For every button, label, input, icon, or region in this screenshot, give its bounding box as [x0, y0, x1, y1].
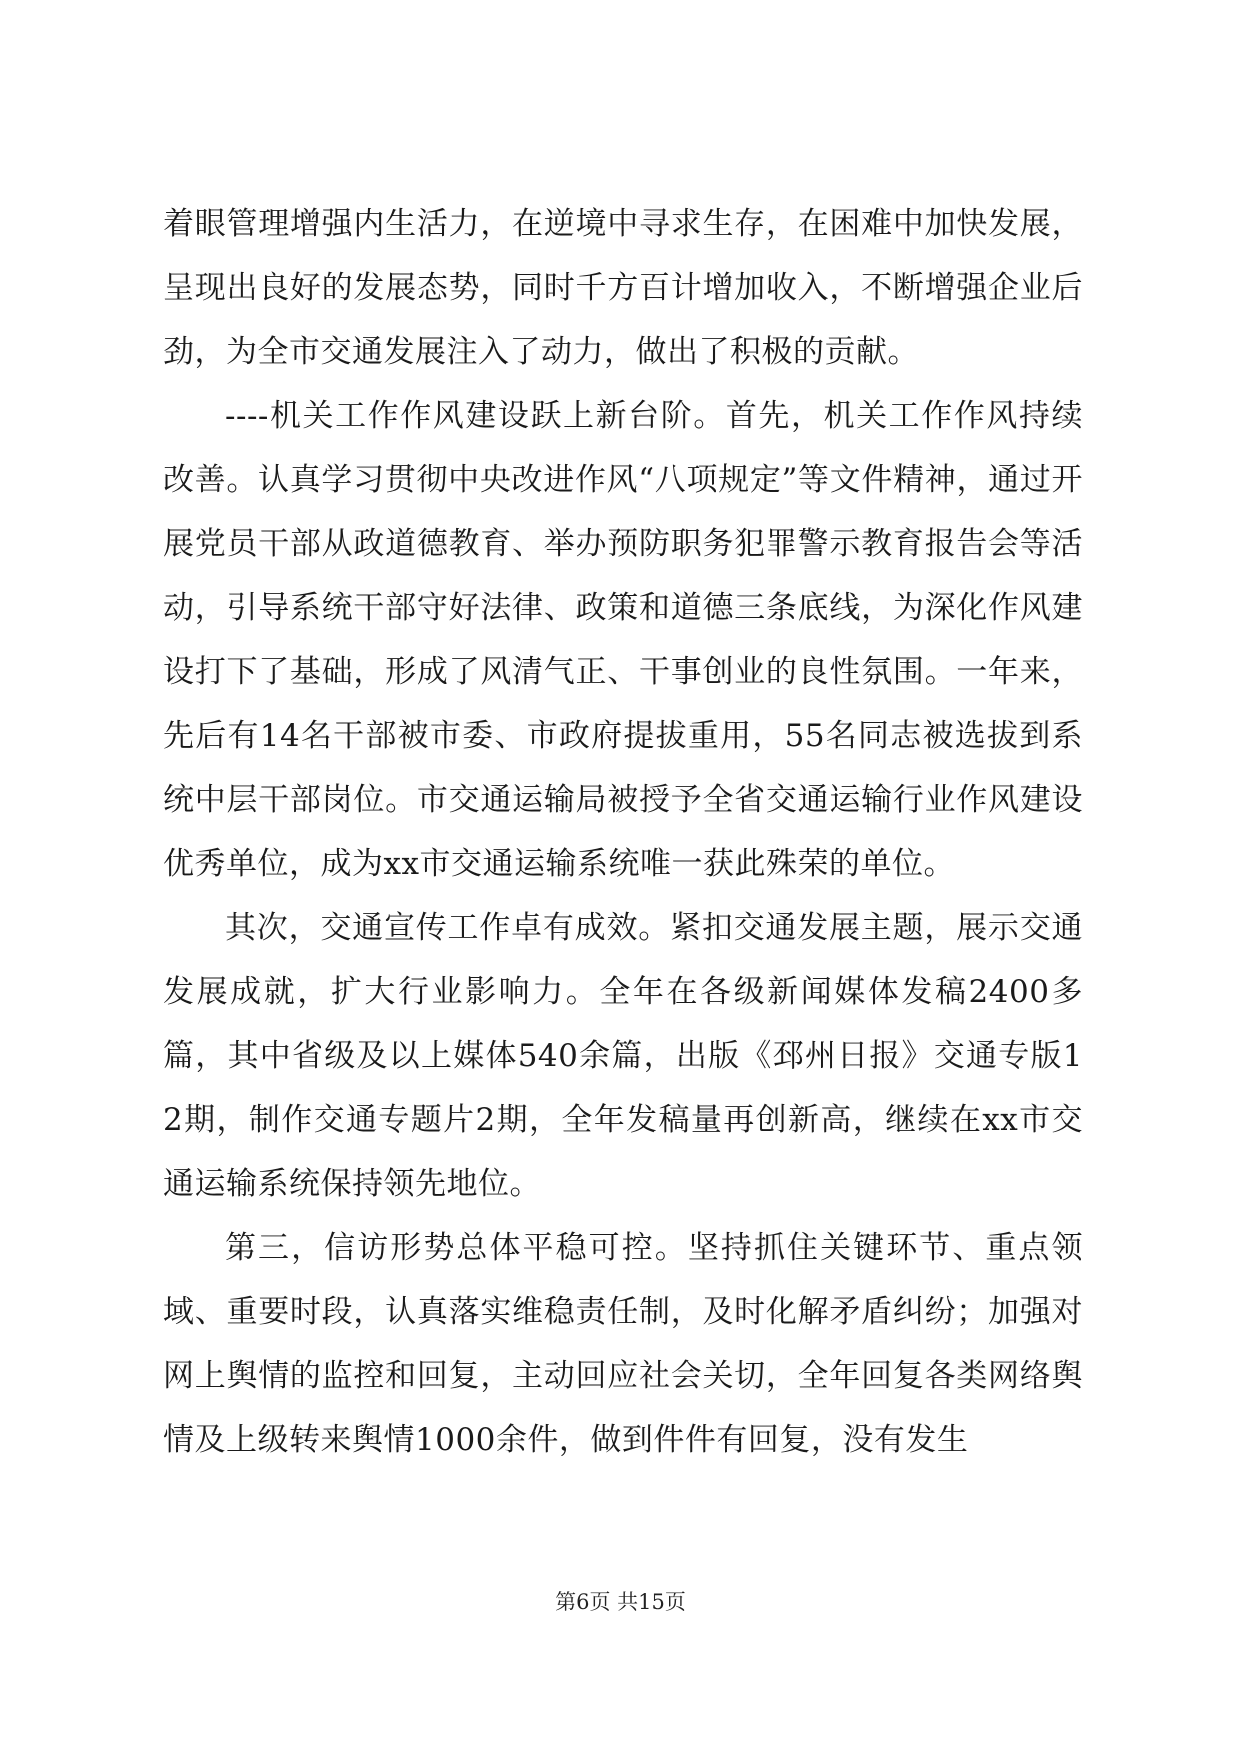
document-body	[163, 192, 1083, 1472]
paragraph-1: 着眼管理增强内生活力，在逆境中寻求生存，在困难中加快发展，呈现出良好的发展态势，同时千方百计增加收入，不断增强企业后劲，为全市交通发展注入了动力，做出了积极的贡献。	[163, 206, 1083, 370]
page-number-footer: 第6页 共15页	[555, 1590, 686, 1614]
paragraph-3: 其次，交通宣传工作卓有成效。紧扣交通发展主题，展示交通发展成就，扩大行业影响力。全年在各级新闻媒体发稿2400多篇，其中省级及以上媒体540余篇，出版《邳州日报》交通专版12期，制作交通专题片2期，全年发稿量再创新高，继续在xx市交通运输系统保持领先地位。	[163, 910, 1083, 1202]
paragraph-2: ----机关工作作风建设跃上新台阶。首先，机关工作作风持续改善。认真学习贯彻中央改进作风“八项规定”等文件精神，通过开展党员干部从政道德教育、举办预防职务犯罪警示教育报告会等活动，引导系统干部守好法律、政策和道德三条底线，为深化作风建设打下了基础，形成了风清气正、干事创业的良性氛围。一年来，先后有14名干部被市委、市政府提拔重用，55名同志被选拔到系统中层干部岗位。市交通运输局被授予全省交通运输行业作风建设优秀单位，成为xx市交通运输系统唯一获此殊荣的单位。	[163, 398, 1083, 882]
paragraph-4: 第三，信访形势总体平稳可控。坚持抓住关键环节、重点领域、重要时段，认真落实维稳责任制，及时化解矛盾纠纷；加强对网上舆情的监控和回复，主动回应社会关切，全年回复各类网络舆情及上级转来舆情1000余件，做到件件有回复，没有发生	[163, 1230, 1083, 1458]
